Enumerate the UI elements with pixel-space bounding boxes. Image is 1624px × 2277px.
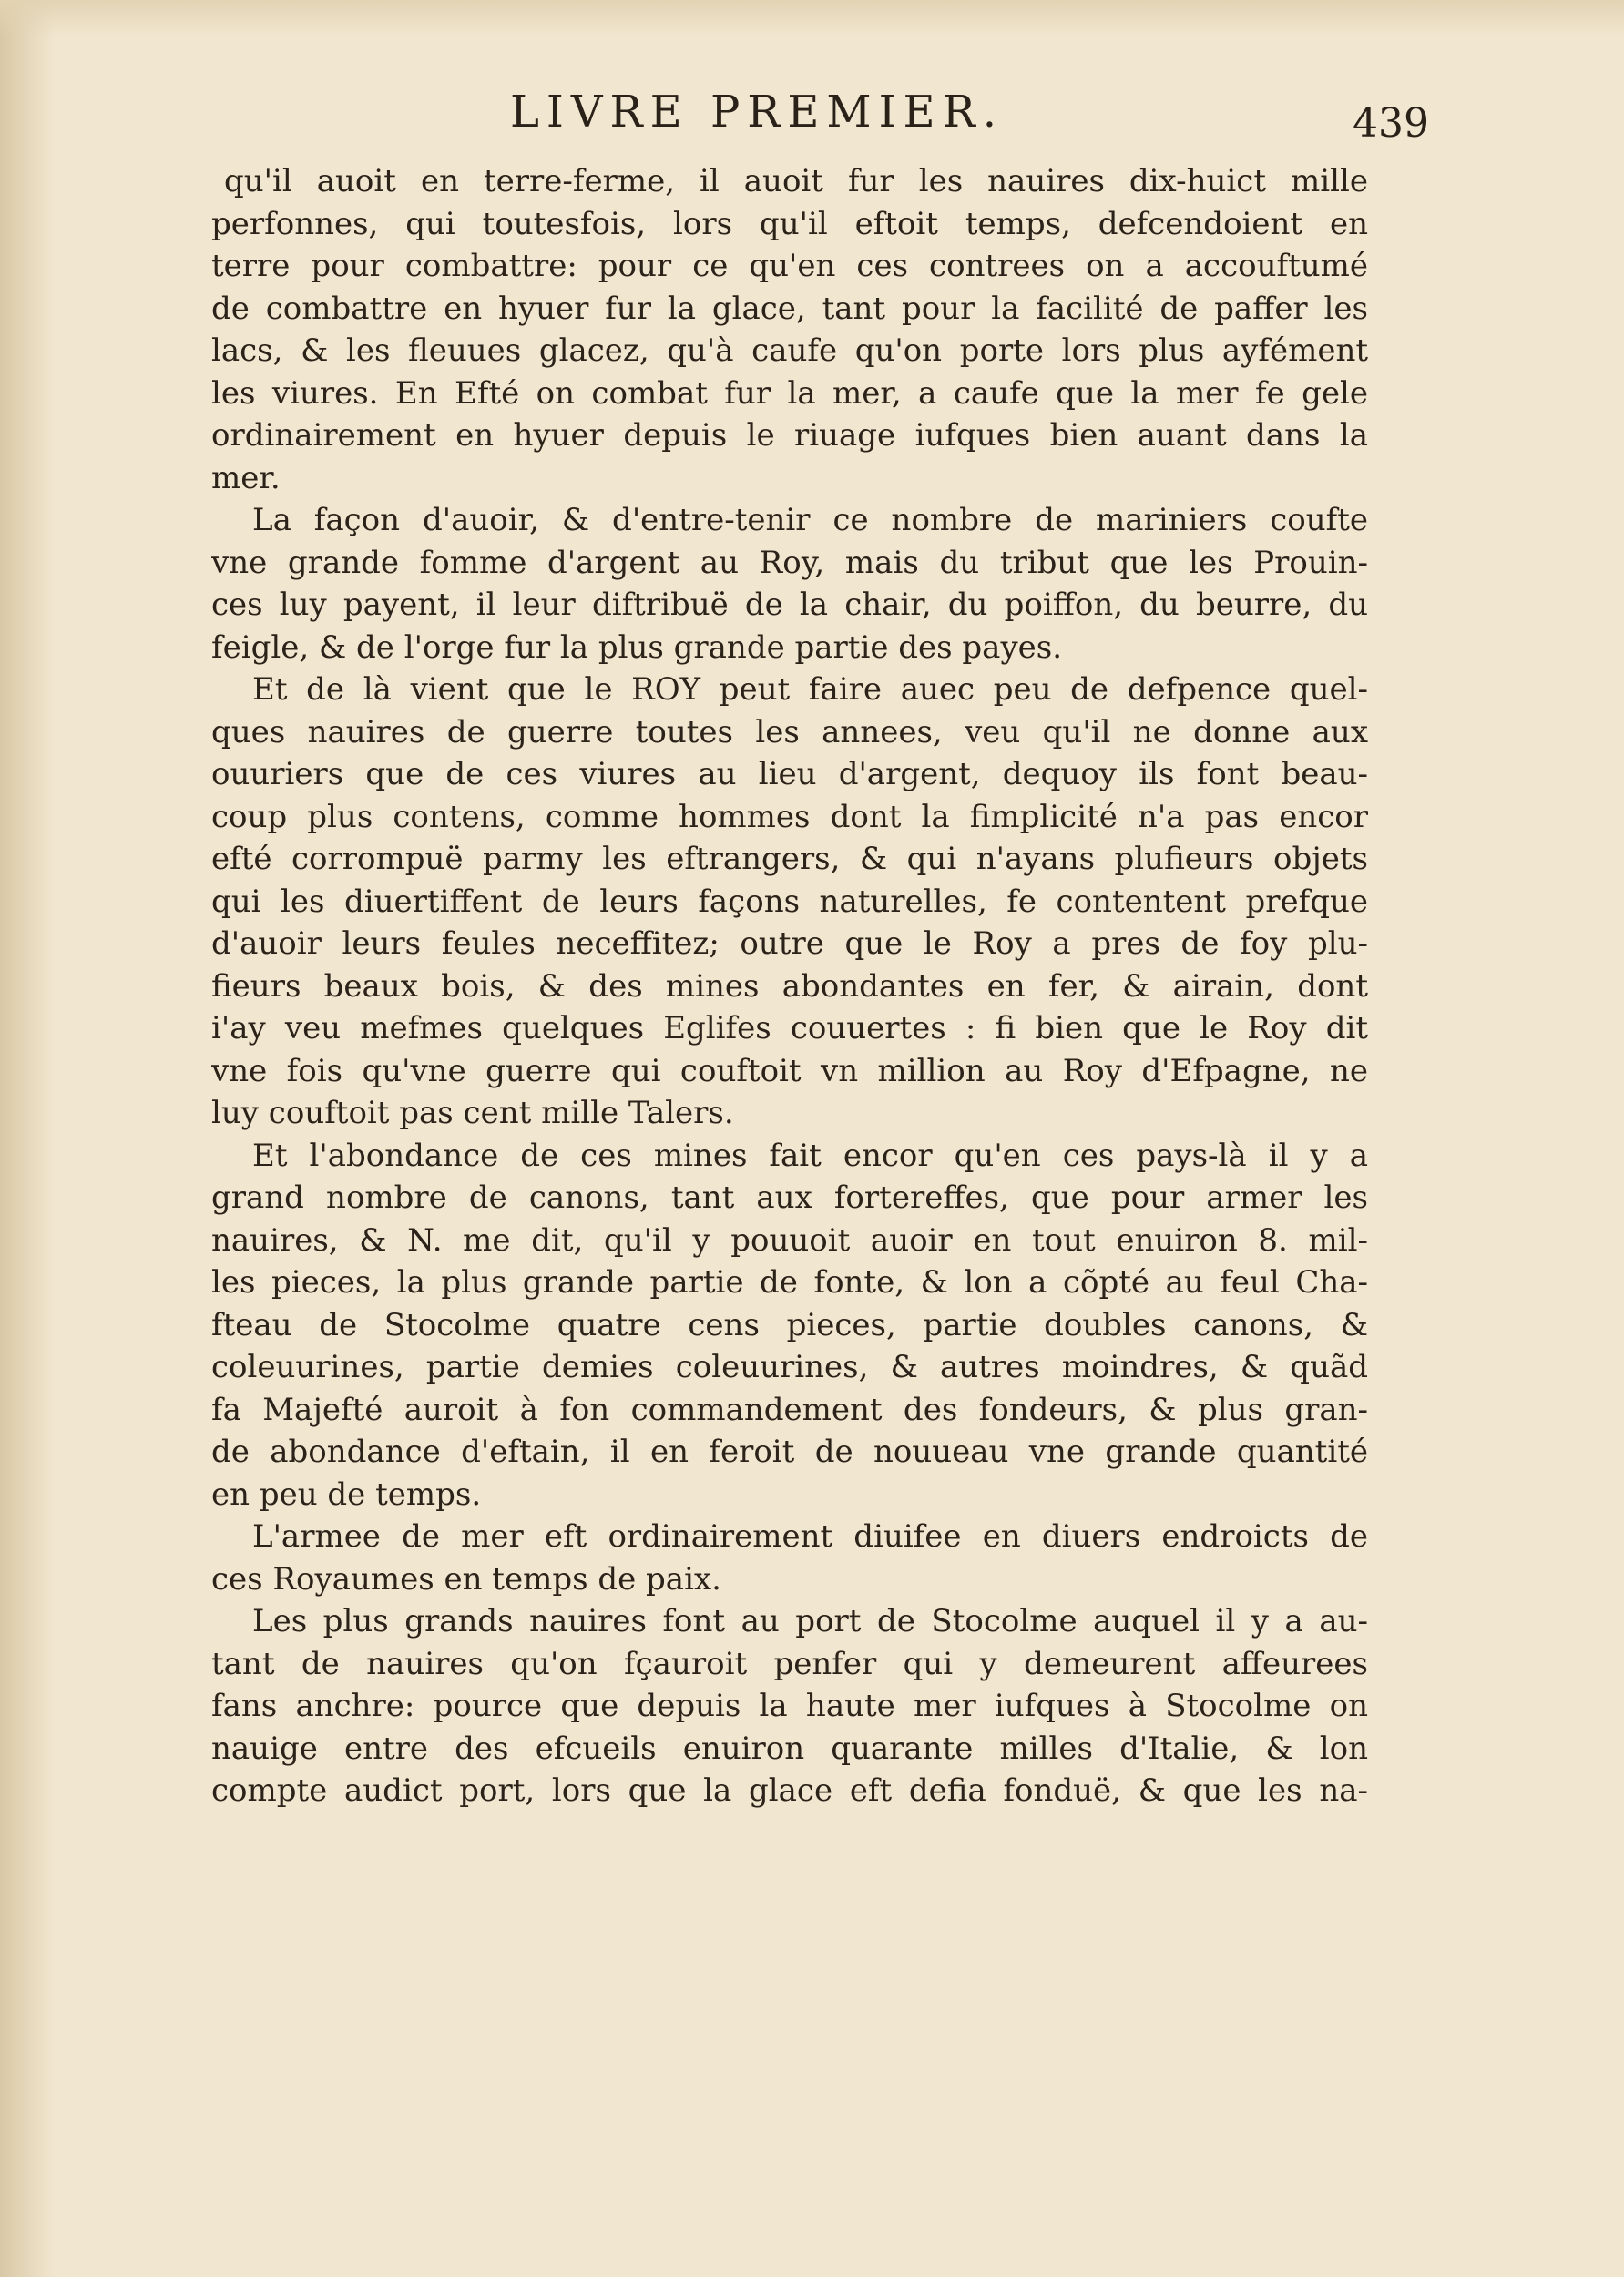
paragraph-start: Et de là vient que le ROY peut faire auec peu de defpence quel- — [252, 671, 1368, 708]
text-line: ouuriers que de ces viures au lieu d'argent, dequoy ils font beau- — [211, 756, 1368, 792]
text-line: efté corrompuë parmy les eftrangers, & qui n'ayans plufieurs objets — [211, 841, 1368, 877]
text-line: fans anchre: pource que depuis la haute mer iufques à Stocolme on — [211, 1688, 1368, 1724]
text-line: qui les diuertiffent de leurs façons naturelles, fe contentent prefque — [211, 883, 1368, 920]
text-line: ordinairement en hyuer depuis le riuage iufques bien auant dans la — [211, 417, 1368, 454]
text-line: vne fois qu'vne guerre qui couftoit vn million au Roy d'Efpagne, ne — [211, 1052, 1368, 1089]
text-line: i'ay veu mefmes quelques Eglifes couuertes : fi bien que le Roy dit — [211, 1010, 1368, 1047]
running-title: LIVRE PREMIER. — [510, 87, 1004, 138]
paragraph-start: L'armee de mer eft ordinairement diuifee en diuers endroicts de — [252, 1518, 1368, 1555]
text-line: luy couftoit pas cent mille Talers. — [211, 1095, 734, 1131]
paragraph-start: Les plus grands nauires font au port de Stocolme auquel il y a au- — [252, 1603, 1368, 1639]
text-line: les pieces, la plus grande partie de fonte, & lon a cõpté au feul Cha- — [211, 1264, 1368, 1301]
text-line: de abondance d'eftain, il en feroit de nouueau vne grande quantité — [211, 1434, 1368, 1470]
text-line: fa Majefté auroit à fon commandement des fondeurs, & plus gran- — [211, 1391, 1368, 1428]
page-number: 439 — [1353, 100, 1429, 147]
body-text — [211, 160, 1368, 1812]
text-line: perfonnes, qui toutesfois, lors qu'il eftoit temps, defcendoient en — [211, 205, 1368, 242]
text-line: nauires, & N. me dit, qu'il y pouuoit auoir en tout enuiron 8. mil- — [211, 1221, 1368, 1259]
text-line: compte audict port, lors que la glace eft defia fonduë, & que les na- — [211, 1772, 1368, 1809]
text-line: feigle, & de l'orge fur la plus grande partie des payes. — [211, 628, 1063, 666]
text-line: terre pour combattre: pour ce qu'en ces contrees on a accouftumé — [211, 248, 1368, 284]
page-top-shadow — [0, 0, 1624, 36]
page-gutter-shadow — [0, 0, 55, 2277]
text-line: vne grande fomme d'argent au Roy, mais du tribut que les Prouin- — [211, 544, 1368, 581]
text-line: grand nombre de canons, tant aux fortereffes, que pour armer les — [211, 1179, 1368, 1216]
text-line: ces luy payent, il leur diftribuë de la chair, du poiffon, du beurre, du — [211, 587, 1368, 623]
paragraph-start: Et l'abondance de ces mines fait encor qu'en ces pays-là il y a — [252, 1137, 1368, 1174]
text-line: ques nauires de guerre toutes les annees, veu qu'il ne donne aux — [211, 713, 1368, 750]
text-line: les viures. En Efté on combat fur la mer, a caufe que la mer fe gele — [211, 374, 1368, 412]
text-line: coleuurines, partie demies coleuurines, & autres moindres, & quãd — [211, 1349, 1368, 1385]
text-line: lacs, & les fleuues glacez, qu'à caufe qu'on porte lors plus ayfément — [211, 332, 1368, 369]
text-line: d'auoir leurs feules neceffitez; outre que le Roy a pres de foy plu- — [211, 925, 1368, 962]
text-line: ces Royaumes en temps de paix. — [211, 1560, 721, 1598]
text-line: nauige entre des efcueils enuiron quarante milles d'Italie, & lon — [211, 1730, 1368, 1767]
text-line: fieurs beaux bois, & des mines abondantes en fer, & airain, dont — [211, 967, 1368, 1005]
text-line: qu'il auoit en terre-ferme, il auoit fur les nauires dix-huict mille — [224, 163, 1368, 199]
text-line: mer. — [211, 459, 281, 496]
text-line: en peu de temps. — [211, 1475, 482, 1513]
text-line: coup plus contens, comme hommes dont la fimplicité n'a pas encor — [211, 798, 1368, 835]
text-line: tant de nauires qu'on fçauroit penfer qui y demeurent affeurees — [211, 1645, 1368, 1682]
paragraph-start: La façon d'auoir, & d'entre-tenir ce nombre de mariniers coufte — [252, 502, 1368, 538]
text-line: de combattre en hyuer fur la glace, tant pour la facilité de paffer les — [211, 290, 1368, 327]
text-line: fteau de Stocolme quatre cens pieces, partie doubles canons, & — [211, 1306, 1368, 1343]
